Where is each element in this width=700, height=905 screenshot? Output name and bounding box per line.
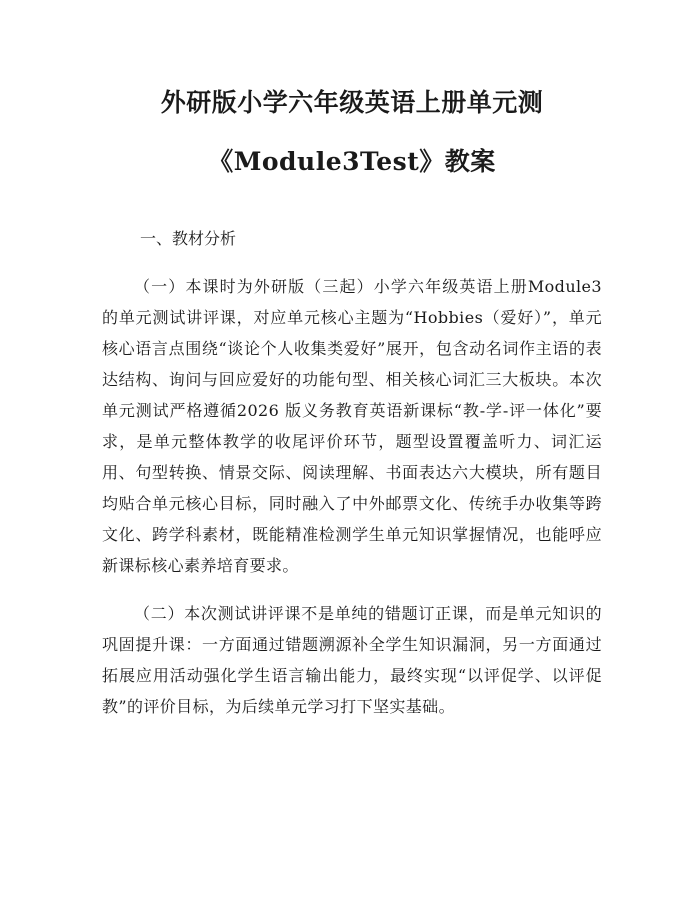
section-heading: 一、教材分析 [140,229,237,248]
document-title-line-1: 外研版小学六年级英语上册单元测 [160,88,544,117]
paragraph-2: （二）本次测试讲评课不是单纯的错题订正课，而是单元知识的巩固提升课：一方面通过错题溯源补全学生知识漏洞，另一方面通过拓展应用活动强化学生语言输出能力，最终实现“以评促学、以评促教”的评价目标，为后续单元学习打下坚实基础。 [102,604,602,716]
document-title-line-2: 《Module3Test》教案 [208,147,496,176]
paragraph-1: （一）本课时为外研版（三起）小学六年级英语上册Module3 的单元测试讲评课，对应单元核心主题为“Hobbies（爱好）”，单元核心语言点围绕“谈论个人收集类爱好”展开，包含动名词作主语的表达结构、询问与回应爱好的功能句型、相关核心词汇三大板块。本次单元测试严格遵循2026 版义务教育英语新课标“教-学-评一体化”要求，是单元整体教学的收尾评价环节，题型设置覆盖听力、词汇运用、句型转换、情景交际、阅读理解、书面表达六大模块，所有题目均贴合单元核心目标，同时融入了中外邮票文化、传统手办收集等跨文化、跨学科素材，既能精准检测学生单元知识掌握情况，也能呼应新课标核心素养培育要求。 [102,277,602,575]
